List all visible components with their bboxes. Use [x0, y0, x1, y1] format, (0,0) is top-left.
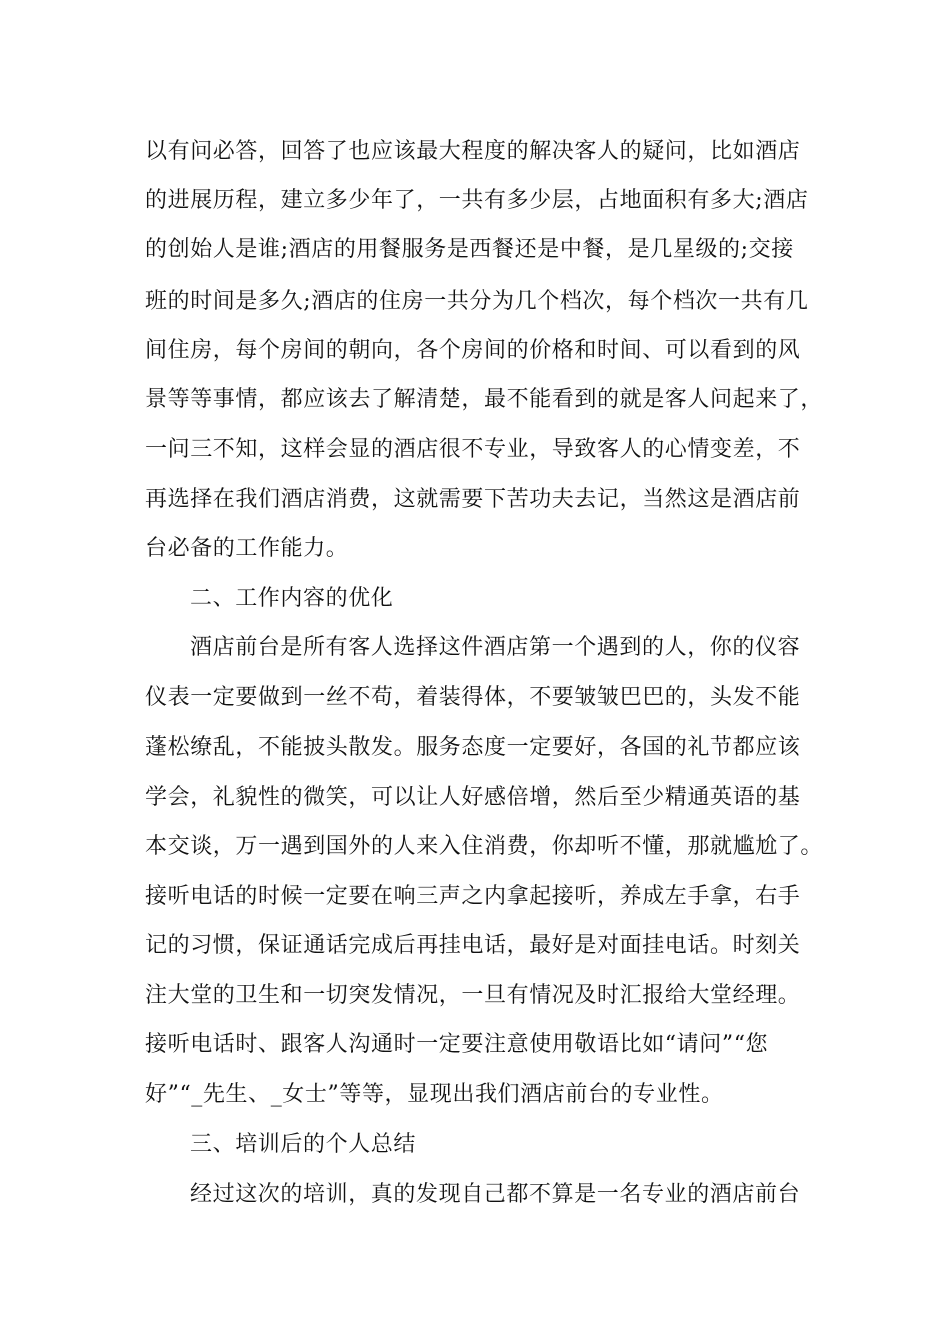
- text-line: 台必备的工作能力。: [145, 536, 349, 561]
- text-line: 间住房，每个房间的朝向，各个房间的价格和时间、可以看到的风: [145, 338, 801, 363]
- section-heading: 二、工作内容的优化: [190, 586, 394, 611]
- text-line: 经过这次的培训，真的发现自己都不算是一名专业的酒店前台: [190, 1182, 801, 1207]
- text-line: 仪表一定要做到一丝不苟，着装得体，不要皱皱巴巴的，头发不能: [145, 685, 801, 710]
- text-line: 的创始人是谁;酒店的用餐服务是西餐还是中餐，是几星级的;交接: [145, 237, 794, 262]
- text-line: 景等等事情，都应该去了解清楚，最不能看到的就是客人问起来了，: [145, 387, 824, 412]
- text-line: 班的时间是多久;酒店的住房一共分为几个档次，每个档次一共有几: [145, 289, 809, 314]
- text-line: 酒店前台是所有客人选择这件酒店第一个遇到的人，你的仪容: [190, 635, 801, 660]
- text-line: 注大堂的卫生和一切突发情况，一旦有情况及时汇报给大堂经理。: [145, 983, 801, 1008]
- text-line: 记的习惯，保证通话完成后再挂电话，最好是对面挂电话。时刻关: [145, 933, 801, 958]
- text-line: 接听电话时、跟客人沟通时一定要注意使用敬语比如“请问”“您: [145, 1032, 769, 1057]
- text-line: 好”“_先生、_女士”等等，显现出我们酒店前台的专业性。: [145, 1082, 724, 1107]
- text-line: 以有问必答，回答了也应该最大程度的解决客人的疑问，比如酒店: [145, 139, 801, 164]
- section-heading: 三、培训后的个人总结: [190, 1132, 417, 1157]
- text-line: 接听电话的时候一定要在响三声之内拿起接听，养成左手拿，右手: [145, 884, 801, 909]
- text-line: 一问三不知，这样会显的酒店很不专业，导致客人的心情变差，不: [145, 437, 801, 462]
- text-line: 学会，礼貌性的微笑，可以让人好感倍增，然后至少精通英语的基: [145, 785, 801, 810]
- text-line: 的进展历程，建立多少年了，一共有多少层，占地面积有多大;酒店: [145, 188, 809, 213]
- text-line: 再选择在我们酒店消费，这就需要下苦功夫去记，当然这是酒店前: [145, 487, 801, 512]
- text-line: 蓬松缭乱，不能披头散发。服务态度一定要好，各国的礼节都应该: [145, 735, 801, 760]
- text-line: 本交谈，万一遇到国外的人来入住消费，你却听不懂，那就尴尬了。: [145, 834, 824, 859]
